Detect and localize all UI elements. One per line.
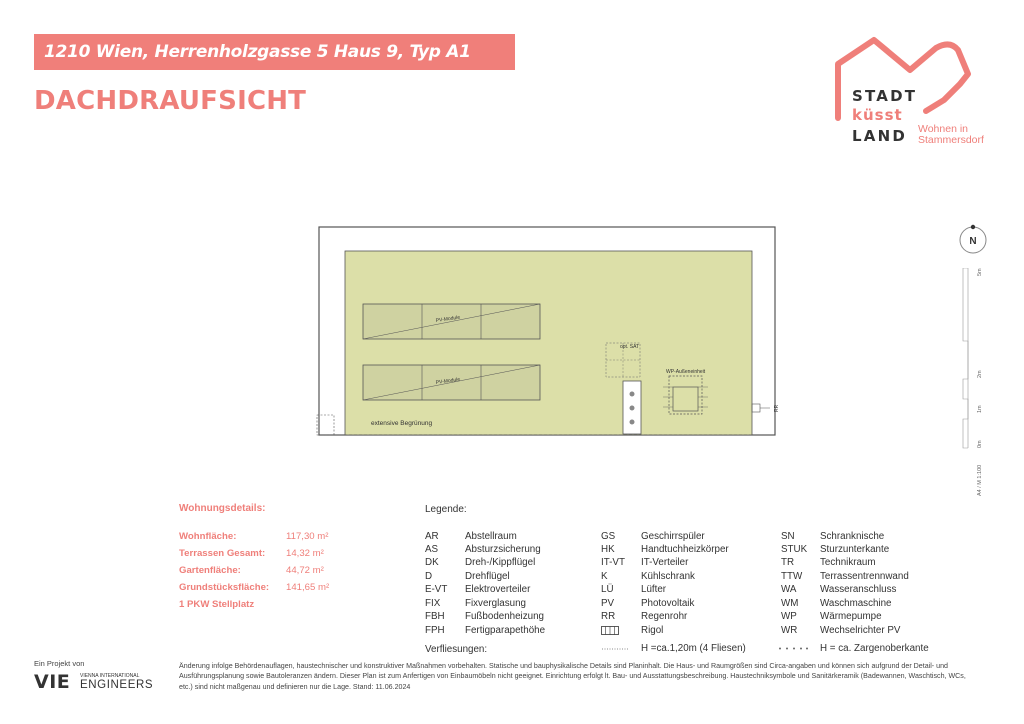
green-roof-label: extensive Begrünung [371,420,433,427]
tiling-label: Verfliesungen: [425,644,488,655]
vie-logo-engineers: ENGINEERS [80,679,154,691]
logo-word-stadt: STADT [852,87,918,105]
logo-word-kuesst: küsst [852,106,903,124]
north-arrow-icon [957,224,989,256]
detail-value: 117,30 m² [286,531,329,542]
sat-label: opt. SAT [620,344,640,350]
roof-plan-drawing [300,222,800,442]
vie-logo-mark: VIE [34,671,71,693]
scale-mark-0m: 0m [977,440,983,448]
disclaimer-note: Änderung infolge Behördenauflagen, haustechnischer und konstruktiver Maßnahmen vorbehalten. Statische und bauphysikalische Details sind Planinhalt. Die Haus- und Raumgrößen sind Circa-angaben und können sich aufgrund der Detail- und Ausführungsplanung sowie Bautoleranzen ändern. Dieser Plan ist zum Anfertigen von Einbaumöbeln nicht geeignet. Einrichtung erfolgt lt. Bau- und Ausstattungsbeschreibung. Haustechniksymbole und Sanitärkeramik (Badewannen, Waschtisch, WCs, etc.) sind nicht maßgenau und definieren nur die Lage. Stand: 11.06.2024 [179,662,966,691]
pv-module-row-1 [363,304,540,339]
details-heading: Wohnungsdetails: [179,503,266,514]
heat-pump-label: WP-Außeneinheit [666,369,706,375]
roof-vent-element [623,381,641,434]
logo-word-land: LAND [852,127,907,145]
detail-label: Wohnfläche: [179,531,237,542]
legend-title: Legende: [425,504,467,515]
tiling-line-2: H = ca. Zargenoberkante [820,643,929,654]
stadt-kuesst-land-logo [832,34,997,149]
north-label: N [969,236,977,247]
detail-value: 141,65 m² [286,582,330,593]
apartment-details [179,503,349,610]
logo-subtitle [918,124,984,146]
scale-ratio: A4 / M 1:100 [977,464,983,496]
detail-value: 44,72 m² [286,565,324,576]
vie-logo-tagline: VIENNA INTERNATIONAL [80,673,140,679]
detail-label: 1 PKW Stellplatz [179,599,255,610]
logo-subtitle-line2: Stammersdorf [918,134,984,146]
tiling-line-1: H =ca.1,20m (4 Fliesen) [641,643,746,654]
scale-bar [960,268,994,498]
scale-mark-2m: 2m [977,370,983,378]
detail-label: Grundstücksfläche: [179,582,270,593]
pv-module-label: PV-Module [435,314,461,324]
rain-drain-pipe [752,404,780,412]
detail-value: 14,32 m² [286,548,324,559]
detail-label: Gartenfläche: [179,565,241,576]
tiling-dot-line-icon [778,646,808,651]
drain-label: RR [774,404,780,412]
pv-module-row-2 [363,365,540,400]
page-title: DACHDRAUFSICHT [34,86,307,116]
project-address: 1210 Wien, Herrenholzgasse 5 Haus 9, Typ A1 [44,42,471,62]
tiling-dotted-line-icon [602,647,628,651]
pv-module-label: PV-Module [435,376,461,386]
project-header-band [34,34,515,70]
scale-mark-1m: 1m [977,405,983,413]
project-by-label: Ein Projekt von [34,659,85,668]
scale-mark-5m: 5m [977,268,983,276]
detail-label: Terrassen Gesamt: [179,548,266,559]
rigol-symbol-icon [601,626,619,635]
logo-subtitle-line1: Wohnen in [918,123,969,135]
green-roof-area [345,251,752,435]
